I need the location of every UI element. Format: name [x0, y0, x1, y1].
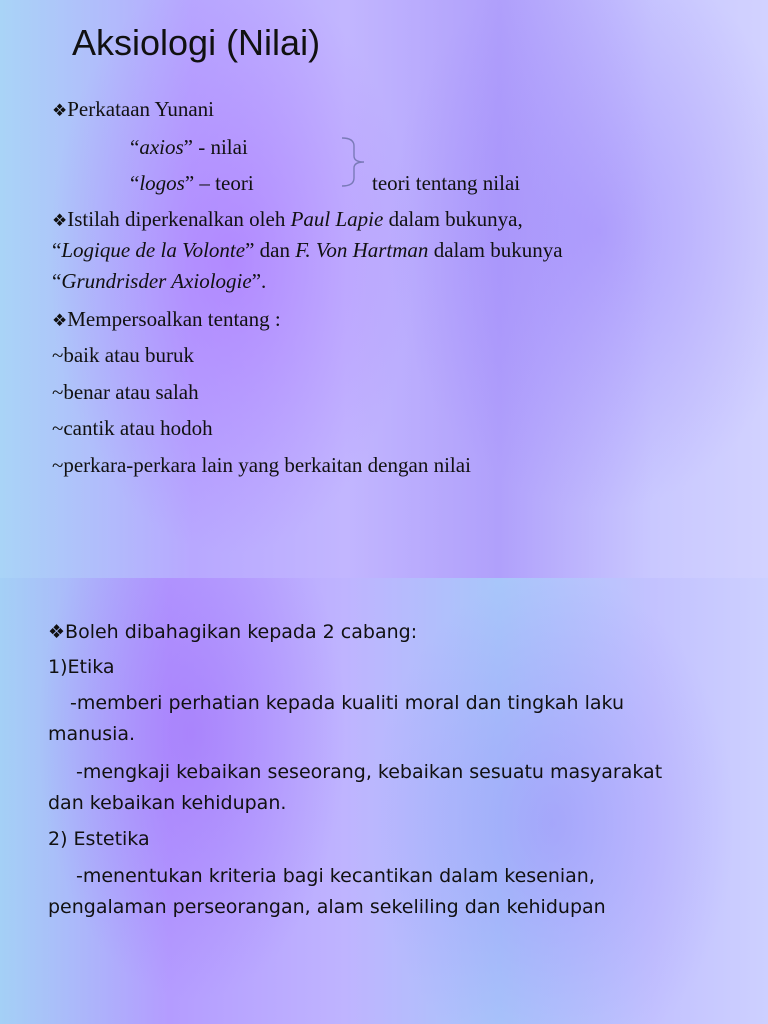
etika-point-1-line-2: manusia.	[48, 723, 136, 745]
text: ” dan	[245, 238, 296, 262]
etika-point-2-line-2: dan kebaikan kehidupan.	[48, 792, 287, 814]
diamond-bullet-icon: ❖	[52, 101, 68, 120]
quote-open: “	[130, 171, 140, 195]
curly-brace-icon	[340, 136, 370, 188]
bullet-cabang	[48, 619, 417, 645]
quote-open: “	[130, 135, 140, 159]
axios-meaning: ” - nilai	[183, 135, 248, 159]
bullet-text: Perkataan Yunani	[67, 97, 215, 121]
list-item: ~perkara-perkara lain yang berkaitan dengan nilai	[52, 453, 471, 477]
etika-point-1-line-1: -memberi perhatian kepada kualiti moral dan tingkah laku	[70, 692, 624, 714]
text: “	[52, 269, 62, 293]
diamond-bullet-icon: ❖	[52, 311, 68, 330]
bullet-text: Boleh dibahagikan kepada 2 cabang:	[65, 621, 418, 643]
bullet-text: Mempersoalkan tentang :	[67, 307, 281, 331]
slide-title: Aksiologi (Nilai)	[72, 22, 321, 63]
author-von-hartman: F. Von Hartman	[295, 238, 429, 262]
text: ”.	[251, 269, 267, 293]
heading-estetika: 2) Estetika	[48, 828, 150, 850]
heading-etika: 1)Etika	[48, 656, 115, 678]
book-title-grundrisder: Grundrisder Axiologie	[61, 269, 252, 293]
axios-word: axios	[139, 135, 184, 159]
estetika-point-1-line-1: -menentukan kriteria bagi kecantikan dalam kesenian,	[76, 865, 595, 887]
bullet-istilah-line-3	[52, 268, 266, 294]
diamond-bullet-icon: ❖	[48, 621, 66, 643]
bullet-istilah-line-2	[52, 237, 563, 263]
bullet-istilah-line-1	[52, 206, 523, 234]
logos-line	[130, 170, 254, 196]
bullet-perkataan-yunani	[52, 96, 214, 124]
author-paul-lapie: Paul Lapie	[290, 207, 384, 231]
estetika-point-1-line-2: pengalaman perseorangan, alam sekeliling dan kehidupan	[48, 896, 606, 918]
list-item: ~benar atau salah	[52, 380, 199, 404]
list-item: ~baik atau buruk	[52, 343, 194, 367]
slide-2	[0, 578, 768, 1024]
text: dalam bukunya,	[383, 207, 523, 231]
text: Istilah diperkenalkan oleh	[67, 207, 291, 231]
text: dalam bukunya	[428, 238, 563, 262]
etika-point-2-line-1: -mengkaji kebaikan seseorang, kebaikan sesuatu masyarakat	[76, 761, 663, 783]
axios-line	[130, 134, 248, 160]
logos-meaning: ” – teori	[184, 171, 254, 195]
list-item: ~cantik atau hodoh	[52, 416, 213, 440]
diamond-bullet-icon: ❖	[52, 211, 68, 230]
bullet-mempersoalkan	[52, 306, 281, 334]
book-title-logique: Logique de la Volonte	[61, 238, 246, 262]
text: “	[52, 238, 62, 262]
brace-label: teori tentang nilai	[372, 171, 521, 195]
logos-word: logos	[139, 171, 185, 195]
